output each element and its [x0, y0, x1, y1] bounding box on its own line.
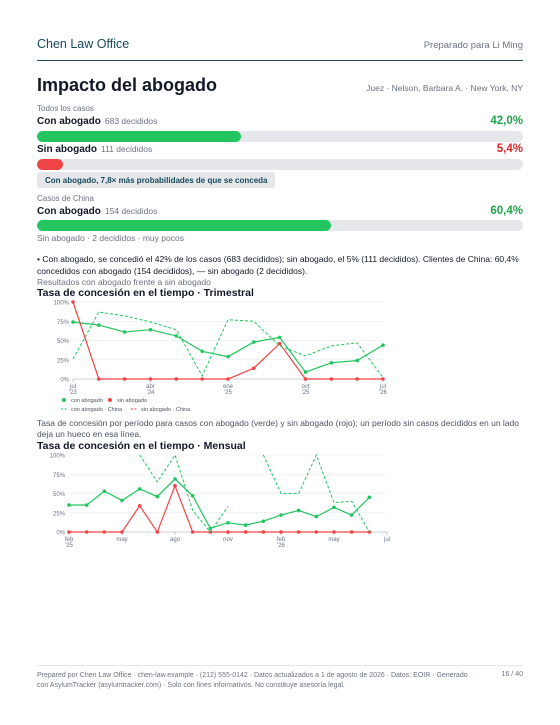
quarterly-chart — [37, 298, 523, 416]
data-point-sin-abogado — [120, 530, 124, 534]
y-tick-label: 75% — [56, 319, 69, 326]
quarterly-chart-title: Tasa de concesión en el tiempo · Trimestral — [37, 287, 254, 299]
china-with-pct: 60,4% — [490, 205, 523, 217]
x-tick-label: '25 — [65, 543, 73, 549]
data-point-sin-abogado — [71, 300, 75, 304]
data-point-con-abogado — [226, 355, 230, 359]
legend-swatch — [62, 398, 66, 402]
monthly-chart — [37, 451, 523, 551]
china-with-count: 154 decididos — [104, 206, 158, 216]
x-tick-label: abr — [146, 384, 155, 390]
data-point-sin-abogado — [332, 530, 336, 534]
china-cases-label: Casos de China — [37, 194, 94, 203]
china-with-bar-fill — [37, 220, 331, 231]
x-tick-label: ago — [169, 537, 181, 543]
data-point-con-abogado — [123, 330, 127, 334]
china-with-bar — [37, 220, 523, 231]
data-point-con-abogado — [330, 361, 334, 365]
data-point-sin-abogado — [97, 377, 101, 381]
data-point-con-abogado — [252, 340, 256, 344]
all-without-row — [37, 143, 523, 155]
likelihood-callout: Con abogado, 7,8× más probabilidades de que se conceda — [37, 172, 275, 188]
data-point-sin-abogado — [244, 530, 248, 534]
data-point-sin-abogado — [226, 530, 230, 534]
data-point-con-abogado — [381, 343, 385, 347]
series-line-con-abogado — [69, 479, 369, 528]
y-tick-label: 50% — [56, 339, 69, 345]
all-with-pct: 42,0% — [490, 115, 523, 127]
all-without-label: Sin abogado — [37, 144, 97, 155]
all-with-bar-fill — [37, 131, 241, 142]
china-without-note: Sin abogado · 2 decididos · muy pocos — [37, 233, 184, 243]
series-line-con-abogado-china — [73, 312, 383, 378]
x-tick-label: nov — [223, 537, 233, 543]
all-with-row — [37, 115, 523, 127]
data-point-con-abogado — [191, 494, 195, 498]
prepared-for: Preparado para Li Ming — [423, 40, 523, 51]
all-without-count: 111 decididos — [101, 144, 153, 154]
data-point-sin-abogado — [191, 530, 195, 534]
x-tick-label: '25 — [224, 390, 232, 396]
firm-name: Chen Law Office — [37, 37, 130, 51]
data-point-con-abogado — [368, 496, 372, 500]
page-title: Impacto del abogado — [37, 75, 218, 95]
all-with-label: Con abogado — [37, 116, 101, 127]
data-point-sin-abogado — [350, 530, 354, 534]
data-point-con-abogado — [71, 320, 75, 324]
all-without-name — [37, 144, 152, 155]
data-point-con-abogado — [138, 487, 142, 491]
x-tick-label: oct — [301, 384, 310, 390]
monthly-chart-title: Tasa de concesión en el tiempo · Mensual — [37, 440, 246, 452]
all-with-bar — [37, 131, 523, 142]
data-point-con-abogado — [103, 489, 107, 493]
data-point-con-abogado — [156, 495, 160, 499]
data-point-sin-abogado — [330, 377, 334, 381]
data-point-con-abogado — [304, 370, 308, 374]
data-point-con-abogado — [97, 323, 101, 327]
data-point-con-abogado — [200, 349, 204, 353]
x-tick-label: '23 — [69, 390, 77, 396]
data-point-sin-abogado — [226, 377, 230, 381]
data-point-sin-abogado — [381, 377, 385, 381]
x-tick-label: '25 — [301, 390, 310, 396]
y-tick-label: 0% — [56, 530, 65, 537]
x-tick-label: jul — [379, 384, 387, 390]
report-header — [37, 37, 523, 61]
data-point-sin-abogado — [85, 530, 89, 534]
data-point-sin-abogado — [149, 377, 153, 381]
footer-divider — [37, 665, 523, 666]
quarterly-caption: Tasa de concesión por período para casos con abogado (verde) y sin abogado (rojo); un período sin casos decididos en un lado deja un hueco en esa línea. — [37, 418, 519, 439]
y-tick-label: 100% — [53, 300, 69, 307]
china-with-label: Con abogado — [37, 206, 101, 217]
data-point-sin-abogado — [200, 377, 204, 381]
legend-label: con abogado · China — [71, 407, 123, 413]
data-point-con-abogado — [85, 503, 89, 507]
y-tick-label: 25% — [52, 511, 65, 518]
data-point-sin-abogado — [304, 377, 308, 381]
data-point-con-abogado — [279, 513, 283, 517]
all-without-pct: 5,4% — [496, 143, 523, 155]
all-with-name — [37, 116, 157, 127]
series-line-con-abogado — [73, 322, 383, 372]
all-with-count: 683 decididos — [104, 116, 158, 126]
data-point-con-abogado — [67, 503, 71, 507]
results-label: Resultados con abogado frente a sin abogado — [37, 277, 211, 287]
data-point-sin-abogado — [252, 366, 256, 370]
y-tick-label: 50% — [52, 492, 65, 498]
legend-swatch — [108, 398, 112, 402]
x-tick-label: ene — [222, 384, 234, 390]
all-without-bar-fill — [37, 159, 63, 170]
data-point-con-abogado — [262, 519, 266, 523]
data-point-con-abogado — [226, 521, 230, 525]
x-tick-label: '24 — [146, 390, 155, 396]
x-tick-label: jul — [383, 537, 391, 543]
data-point-con-abogado — [315, 515, 319, 519]
all-cases-label: Todos los casos — [37, 104, 94, 113]
y-tick-label: 100% — [49, 453, 65, 460]
x-tick-label: '26 — [277, 543, 285, 549]
data-point-con-abogado — [355, 359, 359, 363]
footer-text: Prepared por Chen Law Office · chen-law.example · (212) 555-0142 · Datos actualizados a 1 de agosto de 2026 · Datos: EOIR · Generado con AsylumTracker (asylumtracker.com) · Solo con fines informativos. No constituye asesoría legal. — [37, 672, 468, 689]
legend-label: con abogado — [71, 398, 103, 404]
data-point-sin-abogado — [103, 530, 107, 534]
legend-label: sin abogado — [117, 398, 147, 404]
x-tick-label: jul — [69, 384, 77, 390]
data-point-sin-abogado — [138, 504, 142, 508]
x-tick-label: may — [328, 537, 340, 543]
data-point-con-abogado — [120, 499, 124, 503]
data-point-con-abogado — [278, 336, 282, 340]
data-point-con-abogado — [209, 526, 213, 530]
x-tick-label: feb — [64, 537, 74, 543]
summary-text: • Con abogado, se concedió el 42% de los casos (683 decididos); sin abogado, el 5% (111 decididos). Clientes de China: 60,4% concedidos con abogado (154 decididos), — sin abogado (2 decididos). — [37, 254, 519, 276]
data-point-sin-abogado — [279, 530, 283, 534]
china-with-row — [37, 205, 523, 217]
data-point-sin-abogado — [355, 377, 359, 381]
judge-line: Juez · Nelson, Barbara A. · New York, NY — [366, 83, 523, 93]
data-point-sin-abogado — [173, 484, 177, 488]
data-point-con-abogado — [149, 328, 153, 332]
data-point-con-abogado — [297, 509, 301, 513]
x-tick-label: may — [116, 537, 128, 543]
data-point-con-abogado — [244, 523, 248, 527]
y-tick-label: 75% — [52, 472, 65, 479]
data-point-sin-abogado — [368, 530, 372, 534]
data-point-con-abogado — [173, 477, 177, 481]
data-point-sin-abogado — [262, 530, 266, 534]
data-point-con-abogado — [175, 334, 179, 338]
data-point-sin-abogado — [67, 530, 71, 534]
data-point-sin-abogado — [156, 530, 160, 534]
data-point-con-abogado — [332, 506, 336, 510]
title-row — [37, 75, 523, 96]
data-point-sin-abogado — [315, 530, 319, 534]
data-point-con-abogado — [350, 513, 354, 517]
y-tick-label: 0% — [60, 377, 69, 384]
china-with-name — [37, 206, 157, 217]
legend-label: sin abogado · China — [141, 407, 191, 413]
data-point-sin-abogado — [175, 377, 179, 381]
all-without-bar — [37, 159, 523, 170]
data-point-sin-abogado — [297, 530, 301, 534]
page-number: 16 / 40 — [501, 671, 523, 678]
y-tick-label: 25% — [56, 358, 69, 365]
data-point-sin-abogado — [123, 377, 127, 381]
x-tick-label: '26 — [379, 390, 387, 396]
x-tick-label: feb — [276, 537, 286, 543]
